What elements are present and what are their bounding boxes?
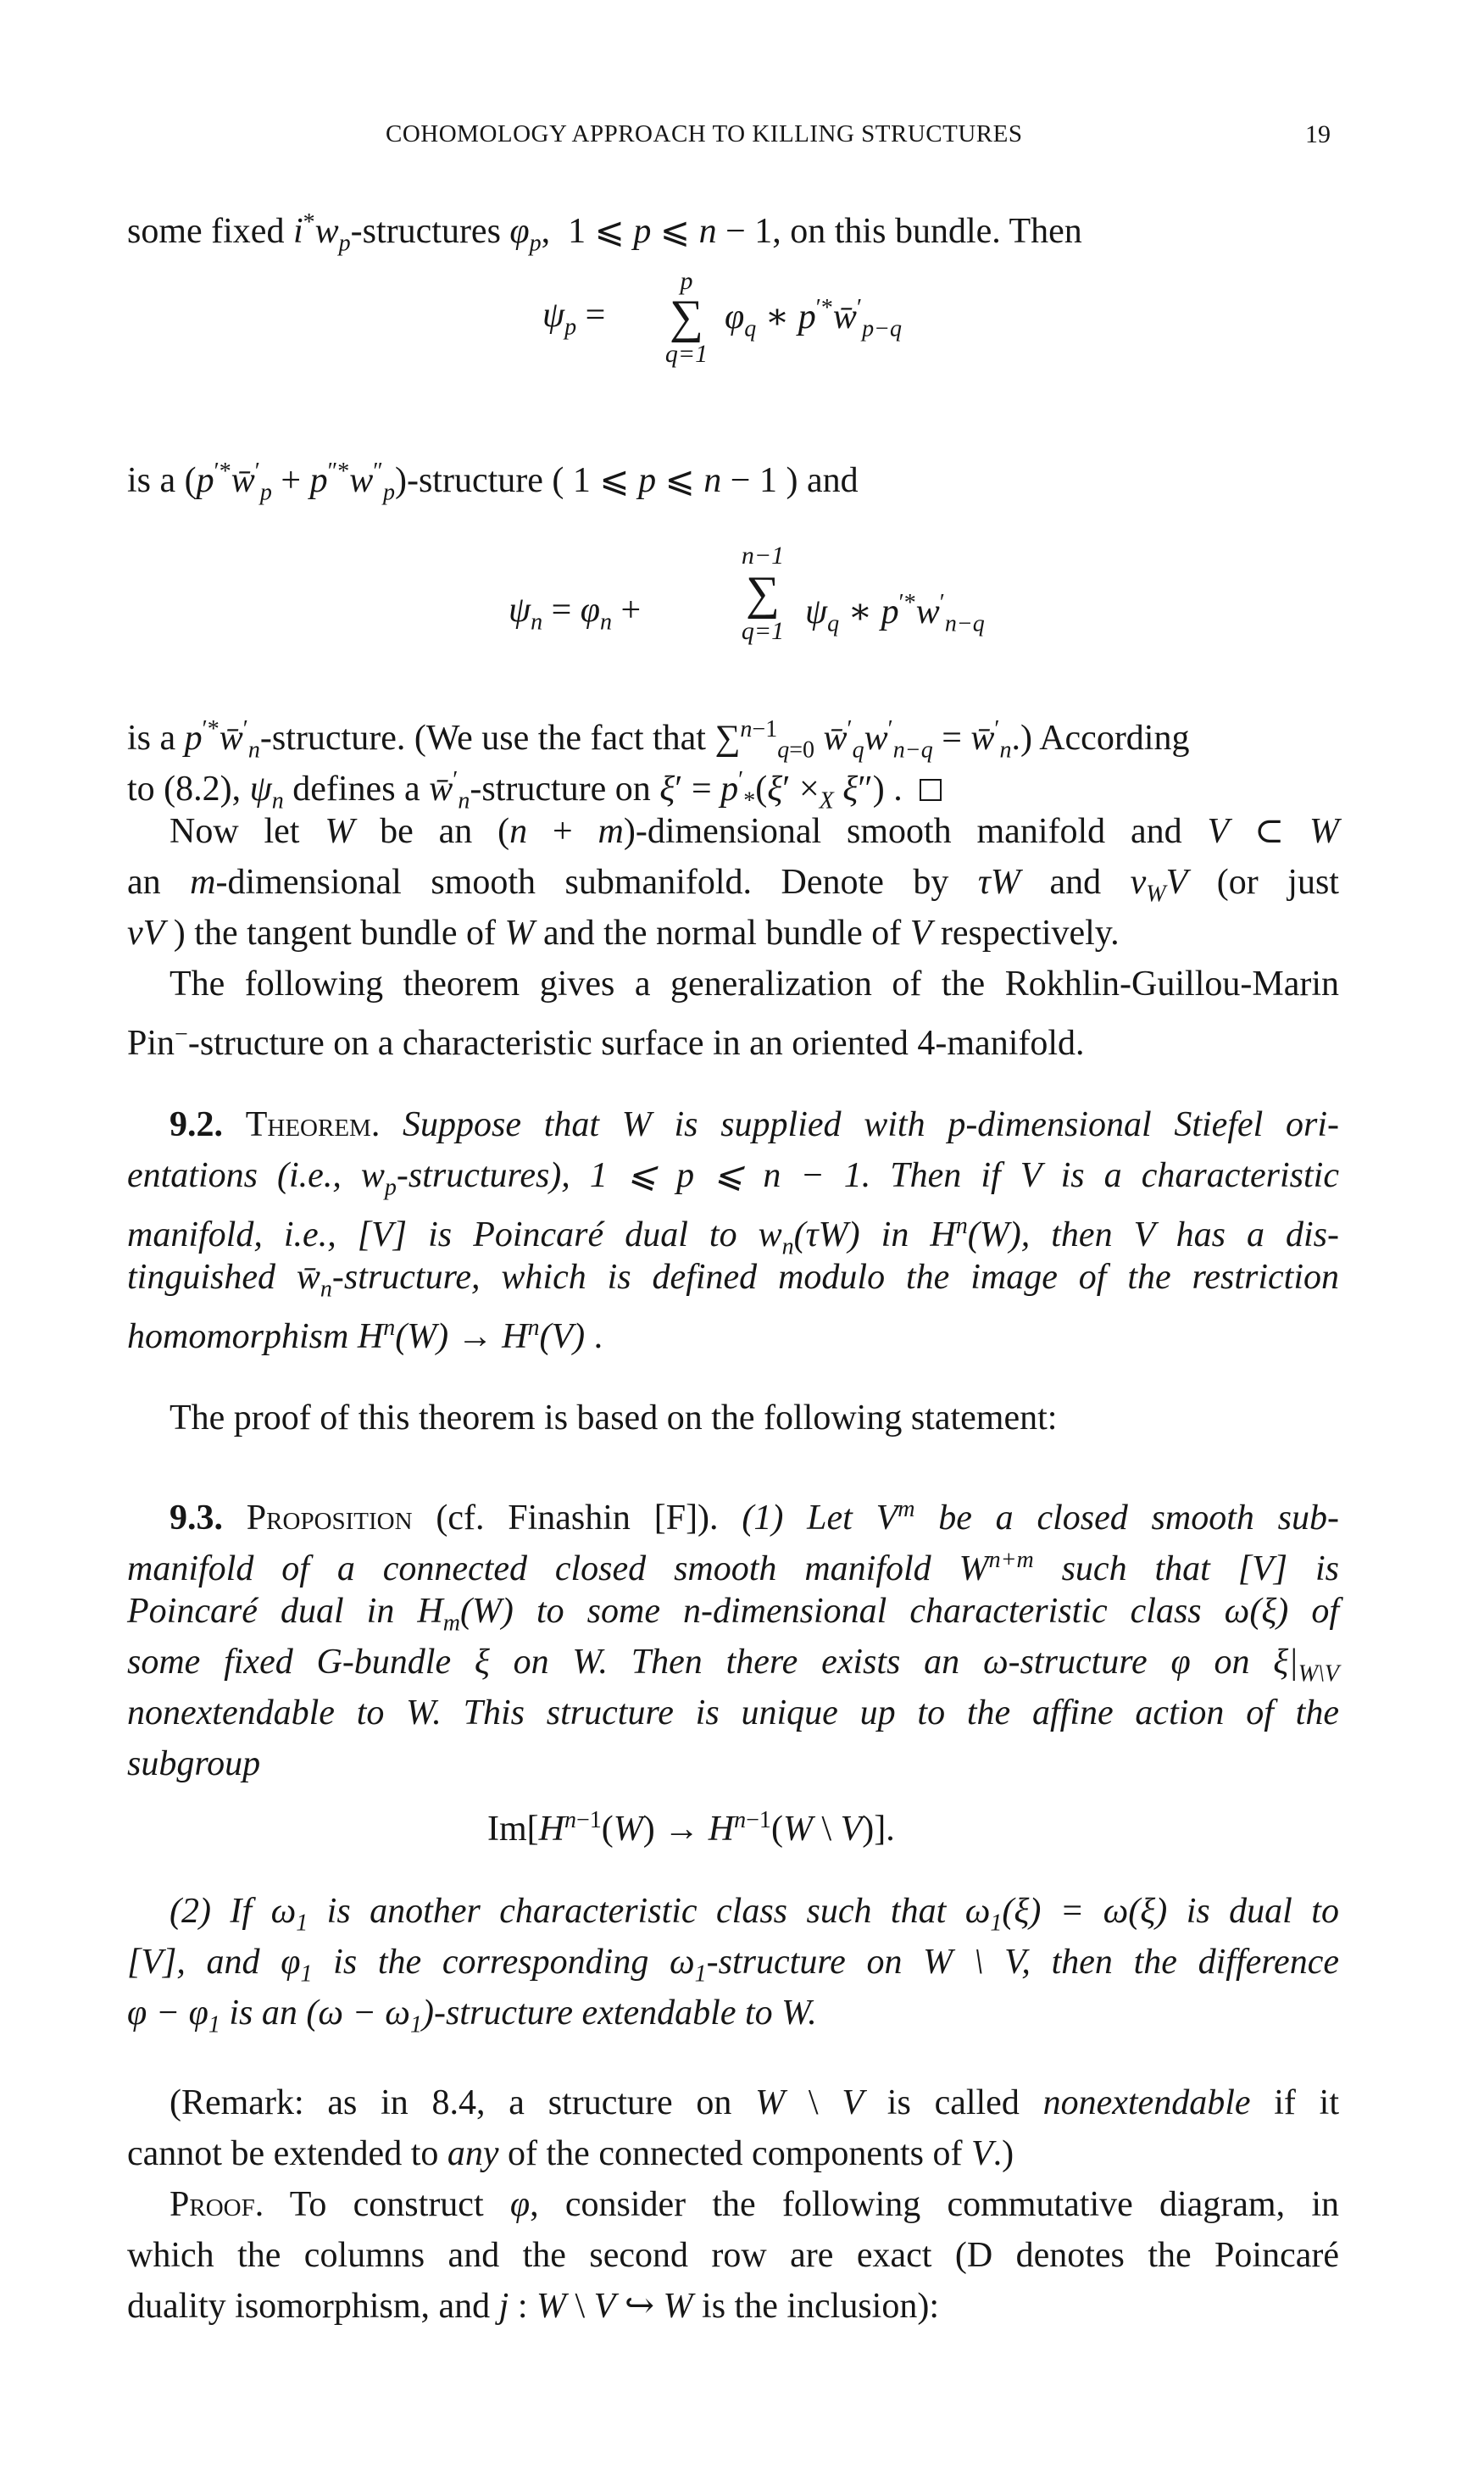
equation-sum-2: n−1 ∑ q=1 <box>741 542 785 645</box>
text-line: is a $p^{'*}w̄'_n$-structure. (We use the fact that ∑$^{n-1}_{q=0}$ $w̄'_qw'_{n-q}$ = $w̄'_n$.) According <box>127 716 1190 764</box>
text-line: Pin−-structure on a characteristic surface in an oriented 4-manifold. <box>127 1021 1085 1063</box>
text-line: an m-dimensional smooth submanifold. Denote by τW and $\nu_WV$ (or just <box>127 863 1339 908</box>
proof: Proof. To construct φ, consider the following commutative diagram, in <box>170 2185 1340 2224</box>
text-line: The proof of this theorem is based on the following statement: <box>170 1399 1058 1437</box>
text-line: duality isomorphism, and j : W \ V ↪ W is the inclusion): <box>127 2287 940 2326</box>
text-line: some fixed $i^*w_p$-structures $\varphi_p$, 1 ⩽ p ⩽ n − 1, on this bundle. Then <box>127 209 1082 257</box>
text-line: Poincaré dual in $H_m(W)$ to some n-dimensional characteristic class ω(ξ) of <box>127 1592 1339 1637</box>
page-number: 19 <box>1305 120 1331 148</box>
text-line: which the columns and the second row are exact (D denotes the Poincaré <box>127 2236 1339 2275</box>
remark: (Remark: as in 8.4, a structure on W \ V is called nonextendable if it <box>170 2083 1340 2122</box>
text-line: manifold of a connected closed smooth manifold $W^{n+m}$ such that [V] is <box>127 1547 1339 1588</box>
proposition-9-3: 9.3. Proposition (cf. Finashin [F]). (1) Let $V^m$ be a closed smooth sub- <box>170 1496 1340 1538</box>
text-line: cannot be extended to any of the connected components of V.) <box>127 2134 1014 2173</box>
text-line: The following theorem gives a generalization of the Rokhlin-Guillou-Marin <box>170 965 1339 1004</box>
text-line: nonextendable to W. This structure is unique up to the affine action of the <box>127 1693 1339 1732</box>
text-line: νV ) the tangent bundle of W and the normal bundle of V respectively. <box>127 914 1120 953</box>
text-line: some fixed G-bundle ξ on W. Then there exists an ω-structure φ on $\xi|_{W\backslash V}$ <box>127 1643 1339 1688</box>
equation-image: $Im[H^{n-1}(W) \to H^{n-1}(W$ \ V)]. <box>487 1807 895 1849</box>
text-line: tinguished $w̄_n$-structure, which is defined modulo the image of the restriction <box>127 1258 1339 1303</box>
text-line: manifold, i.e., [V] is Poincaré dual to $w_n(\tau W)$ in $H^n(W)$, then V has a dis- <box>127 1213 1339 1260</box>
text-line: (2) If $\omega_1$ is another characteristic class such that $\omega_1(\xi) = \omega(\xi)$ is dual to <box>170 1892 1339 1937</box>
page: COHOMOLOGY APPROACH TO KILLING STRUCTURES 19 some fixed $i^*w_p$-structures $\varphi_p$, 1 ⩽ p ⩽ n − 1, on this bundle. Then $\psi_p$ = p ∑ q=1 $\varphi_q$ ∗ $p^{'*}w̄'_{p-q}$ is a ($p^{'*}w̄'_p$ + $p^{''*}w''_p$)-structure ( 1 ⩽ p ⩽ n − 1 ) and $\psi_n = \varphi_n$ + n−1 ∑ q=1 $\psi_q$ ∗ $p^{'*}w'_{n-q}$ is a $p^{'*}w̄'_n$-structure. (We use the fact that ∑$^{n-1}_{q=0}$ $w̄'_qw'_{n-q}$ = $w̄'_n$.) According to (8.2), $\psi_n$ defines a $w̄'_n$-structure on $\xi' = p'_*(\xi' \times_X$ ξ″) . Now let W be an (n + m)-dimensional smooth manifold and V ⊂ W an m-dimensional smooth submanifold. Denote by τW and $\nu_WV$ (or just νV ) the tangent bundle of W and the normal bundle of V respectively. The following theorem gives a generalization of the Rokhlin-Guillou-Marin Pin−-structure on a characteristic surface in an oriented 4-manifold. 9.2. Theorem. Suppose that W is supplied with p-dimensional Stiefel ori- entations (i.e., $w_p-structures$), 1 ⩽ p ⩽ n − 1. Then if V is a characteristic manifold, i.e., [V] is Poincaré dual to $w_n(\tau W)$ in $H^n(W)$, then V has a dis- tinguished $w̄_n$-structure, which is defined modulo the image of the restriction homomorphism $H^n(W) \to H^n(V)$ . The proof of this theorem is based on the following statement: 9.3. Proposition (cf. Finashin [F]). (1) Let $V^m$ be a closed smooth sub- manifold of a connected closed smooth manifold $W^{n+m}$ such that [V] is Poincaré dual in $H_m(W)$ to some n-dimensional characteristic class ω(ξ) of some fixed G-bundle ξ on W. Then there exists an ω-structure φ on $\xi|_{W\backslash V}$ nonextendable to W. This structure is unique up to the affine action of the subgroup $Im[H^{n-1}(W) \to H^{n-1}(W$ \ V)]. (2) If $\omega_1$ is another characteristic class such that $\omega_1(\xi) = \omega(\xi)$ is dual to [V], and $\varphi_1$ is the corresponding $\omega_1$-structure on W \ V, then the difference $\varphi - \varphi_1$ is an $(\omega - \omega_1)$-structure extendable to W. (Remark: as in 8.4, a structure on W \ V is called nonextendable if it cannot be extended to any of the connected components of V.) Proof. To construct φ, consider the following commutative diagram, in which the columns and the second row are exact (D denotes the Poincaré duality isomorphism, and j : W \ V ↪ W is the inclusion): <box>0 0 1484 2469</box>
qed-box-icon <box>920 779 942 801</box>
text-line: $\varphi - \varphi_1$ is an $(\omega - \omega_1)$-structure extendable to W. <box>127 1994 817 2038</box>
text-line: entations (i.e., $w_p-structures$), 1 ⩽ p ⩽ n − 1. Then if V is a characteristic <box>127 1156 1339 1201</box>
equation-psi-n: $\psi_n = \varphi_n$ + <box>509 591 642 636</box>
theorem-9-2: 9.2. Theorem. Suppose that W is supplied with p-dimensional Stiefel ori- <box>170 1105 1340 1144</box>
text-line: to (8.2), $\psi_n$ defines a $w̄'_n$-structure on $\xi' = p'_*(\xi' \times_X$ ξ″) . <box>127 759 1339 822</box>
text-line: homomorphism $H^n(W) \to H^n(V)$ . <box>127 1315 603 1356</box>
running-title: COHOMOLOGY APPROACH TO KILLING STRUCTURES <box>386 120 1023 147</box>
text-line: subgroup <box>127 1744 261 1783</box>
text-line: is a ($p^{'*}w̄'_p$ + $p^{''*}w''_p$)-structure ( 1 ⩽ p ⩽ n − 1 ) and <box>127 459 859 506</box>
equation-sum-1: p ∑ q=1 <box>664 267 709 368</box>
text-line: Now let W be an (n + m)-dimensional smooth manifold and V ⊂ W <box>170 812 1339 851</box>
equation-psi-p: $\psi_p$ = <box>542 296 606 341</box>
text-line: [V], and $\varphi_1$ is the corresponding $\omega_1$-structure on W \ V, then the difference <box>127 1943 1339 1988</box>
